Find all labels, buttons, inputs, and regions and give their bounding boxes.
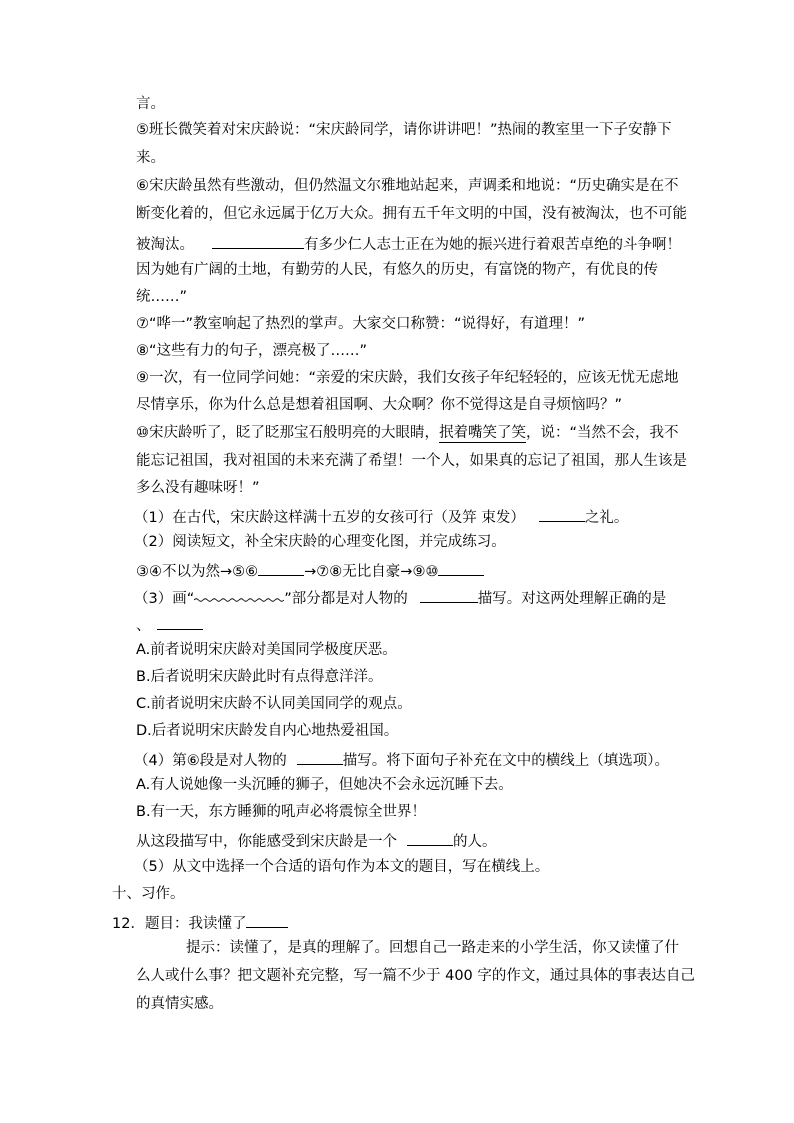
paragraph-6-line-3-end: 有多少仁人志士正在为她的振兴进行着艰苦卓绝的斗争啊！ — [304, 237, 681, 253]
answer-blank[interactable] — [407, 829, 453, 846]
paragraph-5-line-1: ⑤班长微笑着对宋庆龄说：“宋庆龄同学，请你讲讲吧！”热闹的教室里一下子安静下 — [136, 122, 672, 138]
question-1-end: 之礼。 — [584, 510, 629, 526]
paragraph-tail: 言。 — [136, 96, 165, 112]
wavy-underline-icon — [194, 587, 284, 603]
option-b[interactable]: B.有一天，东方睡狮的吼声必将震惊全世界！ — [136, 804, 427, 820]
paragraph-10-line-1-start: ⑩宋庆龄听了，眨了眨那宝石般明亮的大眼睛， — [136, 425, 439, 441]
answer-blank[interactable] — [438, 559, 484, 576]
question-12-title-text: 12．题目：我读懂了 — [112, 916, 247, 932]
question-3-end: 描写。对这两处理解正确的是 — [477, 591, 667, 607]
paragraph-6-line-4: 因为她有广阔的土地，有勤劳的人民，有悠久的历史，有富饶的物产，有优良的传 — [136, 262, 658, 278]
question-1 — [134, 505, 628, 528]
paragraph-8: ⑧“这些有力的句子，漂亮极了……” — [136, 343, 368, 359]
underlined-phrase: 抿着嘴笑了笑 — [439, 425, 526, 441]
question-4-end: 描写。将下面句子补充在文中的横线上（填选项）。 — [342, 753, 669, 769]
option-a[interactable]: A.前者说明宋庆龄对美国同学极度厌恶。 — [136, 642, 397, 658]
question-4-feeling-end: 的人。 — [453, 834, 497, 850]
paragraph-6-line-3-start: 被淘汰。 — [136, 237, 194, 253]
question-1-text: （1）在古代，宋庆龄这样满十五岁的女孩可行（及笄 束发） — [134, 510, 525, 526]
question-5: （5）从文中选择一个合适的语句作为本文的题目，写在横线上。 — [134, 859, 550, 875]
question-3-comma: 、 — [136, 618, 151, 634]
paragraph-10-line-1-end: ，说：“当然不会，我不 — [526, 425, 679, 441]
paragraph-5-line-2: 来。 — [136, 150, 165, 166]
paragraph-9-line-1: ⑨一次，有一位同学问她：“亲爱的宋庆龄，我们女孩子年纪轻轻的，应该无忧无虑地 — [136, 370, 679, 386]
question-3-line-2 — [136, 613, 203, 636]
option-a[interactable]: A.有人说她像一头沉睡的狮子，但她决不会永远沉睡下去。 — [136, 777, 513, 793]
paragraph-10-line-3: 多么没有趣味呀！” — [136, 480, 260, 496]
question-3 — [134, 586, 666, 609]
answer-blank[interactable] — [157, 613, 203, 630]
answer-blank[interactable] — [297, 748, 343, 765]
question-4-start: （4）第⑥段是对人物的 — [134, 753, 287, 769]
hint-line-2: 么人或什么事？把文题补充完整，写一篇不少于 400 字的作文，通过具体的事表达自己 — [136, 968, 695, 984]
answer-blank[interactable] — [258, 559, 304, 576]
paragraph-6-line-5: 统……” — [136, 289, 188, 305]
question-3-middle: ”部分都是对人物的 — [284, 591, 408, 607]
paragraph-10-line-1 — [136, 423, 679, 443]
paragraph-6-line-3 — [136, 232, 681, 255]
answer-blank[interactable] — [212, 232, 304, 249]
paragraph-6-line-1: ⑥宋庆龄虽然有些激动，但仍然温文尔雅地站起来，声调柔和地说：“历史确实是在不 — [136, 178, 679, 194]
question-4-feeling-start: 从这段描写中，你能感受到宋庆龄是一个 — [136, 834, 397, 850]
hint-line-3: 的真情实感。 — [136, 996, 223, 1012]
option-b[interactable]: B.后者说明宋庆龄此时有点得意洋洋。 — [136, 669, 383, 685]
chain-part-2: →⑦⑧无比自豪→⑨⑩ — [304, 564, 439, 580]
paragraph-6-line-2: 断变化着的，但它永远属于亿万大众。拥有五千年文明的中国，没有被淘汰，也不可能 — [136, 206, 687, 222]
paragraph-9-line-2: 尽情享乐，你为什么总是想着祖国啊、大众啊？你不觉得这是自寻烦恼吗？” — [136, 397, 623, 413]
question-12-title — [112, 911, 288, 934]
question-2-title: （2）阅读短文，补全宋庆龄的心理变化图，并完成练习。 — [134, 534, 506, 550]
option-d[interactable]: D.后者说明宋庆龄发自内心地热爱祖国。 — [136, 723, 399, 739]
question-2-chain — [136, 559, 484, 582]
paragraph-10-line-2: 能忘记祖国，我对祖国的未来充满了希望！一个人，如果真的忘记了祖国，那人生该是 — [136, 453, 687, 469]
question-4-feeling — [136, 829, 497, 852]
question-3-start: （3）画“ — [134, 591, 195, 607]
answer-blank[interactable] — [420, 586, 478, 603]
question-4 — [134, 748, 669, 771]
option-c[interactable]: C.前者说明宋庆龄不认同美国同学的观点。 — [136, 696, 412, 712]
paragraph-7: ⑦“哗一”教室响起了热烈的掌声。大家交口称赞：“说得好，有道理！” — [136, 316, 586, 332]
answer-blank[interactable] — [539, 505, 585, 522]
chain-part-1: ③④不以为然→⑤⑥ — [136, 564, 259, 580]
answer-blank[interactable] — [246, 911, 288, 928]
hint-line-1: 提示：读懂了，是真的理解了。回想自己一路走来的小学生活，你又读懂了什 — [186, 940, 679, 956]
section-heading: 十、习作。 — [112, 886, 185, 902]
